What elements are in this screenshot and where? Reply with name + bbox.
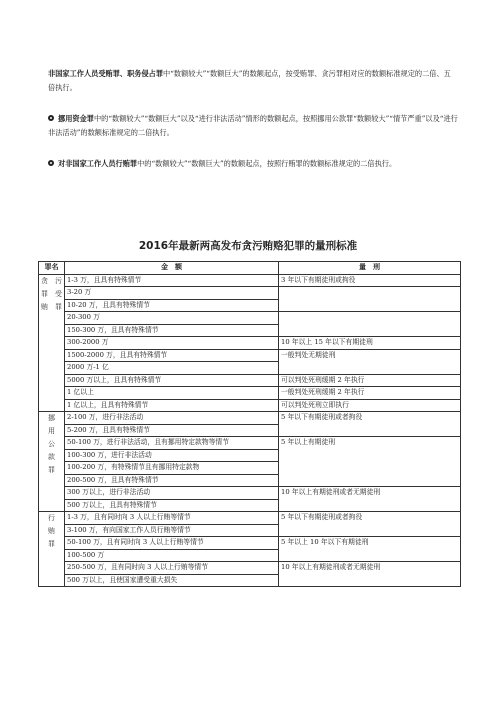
amount-cell: 250-500 万，且有同时向 3 人以上行贿等情节 [65, 562, 279, 575]
table-title: 2016年最新两高发布贪污贿赂犯罪的量刑标准 [138, 240, 358, 252]
sentence-cell: 10 年以上有期徒刑或者无期徒刑 [279, 487, 461, 512]
paragraph-1 [48, 67, 458, 95]
crime-name-line: 贪 污 [41, 276, 62, 285]
table-row [39, 374, 461, 387]
paragraph-1-bold: 非国家工作人员受贿罪、职务侵占罪 [48, 69, 164, 78]
sentencing-table [38, 261, 461, 587]
amount-cell: 100-300 万，进行非法活动 [65, 449, 279, 462]
amount-cell: 300-2000 万 [65, 337, 279, 350]
crime-name-line: 罪 [48, 540, 55, 548]
bullet-icon [48, 115, 54, 121]
table-body [39, 274, 461, 587]
sentence-cell: 一般判处死刑缓期 2 年执行 [279, 387, 461, 400]
sentence-cell [279, 287, 461, 312]
crime-name-line: 罪 受 [41, 289, 62, 298]
amount-cell: 100-500 万 [65, 549, 279, 562]
table-row [39, 287, 461, 300]
paragraph-2-text: 中的“数额较大”“数额巨大”以及“进行非法活动”情形的数额起点，按照挪用公款罪“数额较大”“情节严重”以及“进行非法活动”的数额标准规定的二倍执行。 [48, 114, 458, 137]
sentence-cell [279, 312, 461, 337]
table-row [39, 512, 461, 525]
table-row [39, 412, 461, 425]
amount-cell: 20-300 万 [65, 312, 279, 325]
paragraph-3-text: 中的“数额较大”“数额巨大”的数额起点，按照行贿罪的数额标准规定的二倍执行。 [137, 159, 397, 168]
amount-cell: 2000 万-1 亿 [65, 362, 279, 375]
crime-name-cell [39, 412, 65, 512]
crime-name-line: 公 [48, 440, 55, 448]
crime-name-line: 贿 罪 [41, 302, 62, 311]
amount-cell: 1-3 万，且有同时向 3 人以上行贿等情节 [65, 512, 279, 525]
table-row [39, 349, 461, 362]
amount-cell: 5-200 万，且具有特殊情节 [65, 424, 279, 437]
crime-name-line: 款 [48, 453, 55, 461]
amount-cell: 3-20 万 [65, 287, 279, 300]
table-row [39, 487, 461, 500]
amount-cell: 3-100 万，有向国家工作人员行贿等情节 [65, 524, 279, 537]
header-sentence: 量 刑 [279, 262, 461, 275]
sentence-cell: 5 年以上 10 年以下有期徒刑 [279, 537, 461, 562]
amount-cell: 1-3 万，且具有特殊情节 [65, 274, 279, 287]
amount-cell: 2-100 万，进行非法活动 [65, 412, 279, 425]
table-header-row [39, 262, 461, 275]
header-amount: 金 额 [65, 262, 279, 275]
amount-cell: 5000 万以上，且具有特殊情节 [65, 374, 279, 387]
crime-name-cell [39, 512, 65, 587]
bullet-icon [48, 160, 54, 166]
amount-cell: 500 万以上，且具有特殊情节 [65, 499, 279, 512]
amount-cell: 50-100 万，进行非法活动，且有挪用特定款物等情节 [65, 437, 279, 450]
sentence-cell: 10 年以上有期徒刑或者无期徒刑 [279, 562, 461, 587]
amount-cell: 150-300 万，且具有特殊情节 [65, 324, 279, 337]
paragraph-3 [48, 157, 458, 171]
amount-cell: 100-200 万，有特殊情节且有挪用特定款物 [65, 462, 279, 475]
sentence-cell: 5 年以下有期徒刑或者拘役 [279, 412, 461, 437]
paragraph-2 [48, 112, 458, 140]
table-row [39, 312, 461, 325]
amount-cell: 1500-2000 万，且具有特殊情节 [65, 349, 279, 362]
table-row [39, 274, 461, 287]
amount-cell: 1 亿以上，且具有特殊情节 [65, 399, 279, 412]
sentence-cell: 10 年以上 15 年以下有期徒刑 [279, 337, 461, 350]
crime-name-cell [39, 274, 65, 412]
sentence-cell: 可以判处死刑立即执行 [279, 399, 461, 412]
crime-name-line: 用 [48, 427, 55, 435]
paragraph-1-text: 中“数额较大”“数额巨大”的数额起点，按受贿罪、贪污罪相对应的数额标准规定的二倍、五倍执行。 [48, 69, 451, 92]
crime-name-line: 挪 [48, 414, 55, 422]
sentence-cell: 5 年以上有期徒刑 [279, 437, 461, 487]
amount-cell: 50-100 万，且有同时向 3 人以上行贿等情节 [65, 537, 279, 550]
table-row [39, 562, 461, 575]
paragraph-2-bold: 挪用资金罪 [58, 114, 94, 123]
sentence-cell: 可以判处死刑缓期 2 年执行 [279, 374, 461, 387]
crime-name-line: 罪 [48, 466, 55, 474]
table-row [39, 337, 461, 350]
amount-cell: 1 亿以上 [65, 387, 279, 400]
amount-cell: 300 万以上，进行非法活动 [65, 487, 279, 500]
crime-name-line: 行 [48, 514, 55, 522]
amount-cell: 10-20 万，且具有特殊情节 [65, 299, 279, 312]
sentence-cell: 3 年以下有期徒刑或拘役 [279, 274, 461, 287]
crime-name-line: 贿 [48, 527, 55, 535]
table-row [39, 437, 461, 450]
paragraph-3-bold: 对非国家工作人员行贿罪 [58, 159, 138, 168]
amount-cell: 200-500 万，且具有特殊情节 [65, 474, 279, 487]
table-row [39, 387, 461, 400]
header-crime: 罪名 [39, 262, 65, 275]
amount-cell: 500 万以上，且使国家遭受重大损失 [65, 574, 279, 587]
sentence-cell: 一般判处无期徒刑 [279, 349, 461, 374]
table-row [39, 537, 461, 550]
sentence-cell: 5 年以下有期徒刑或者拘役 [279, 512, 461, 537]
table-row [39, 399, 461, 412]
